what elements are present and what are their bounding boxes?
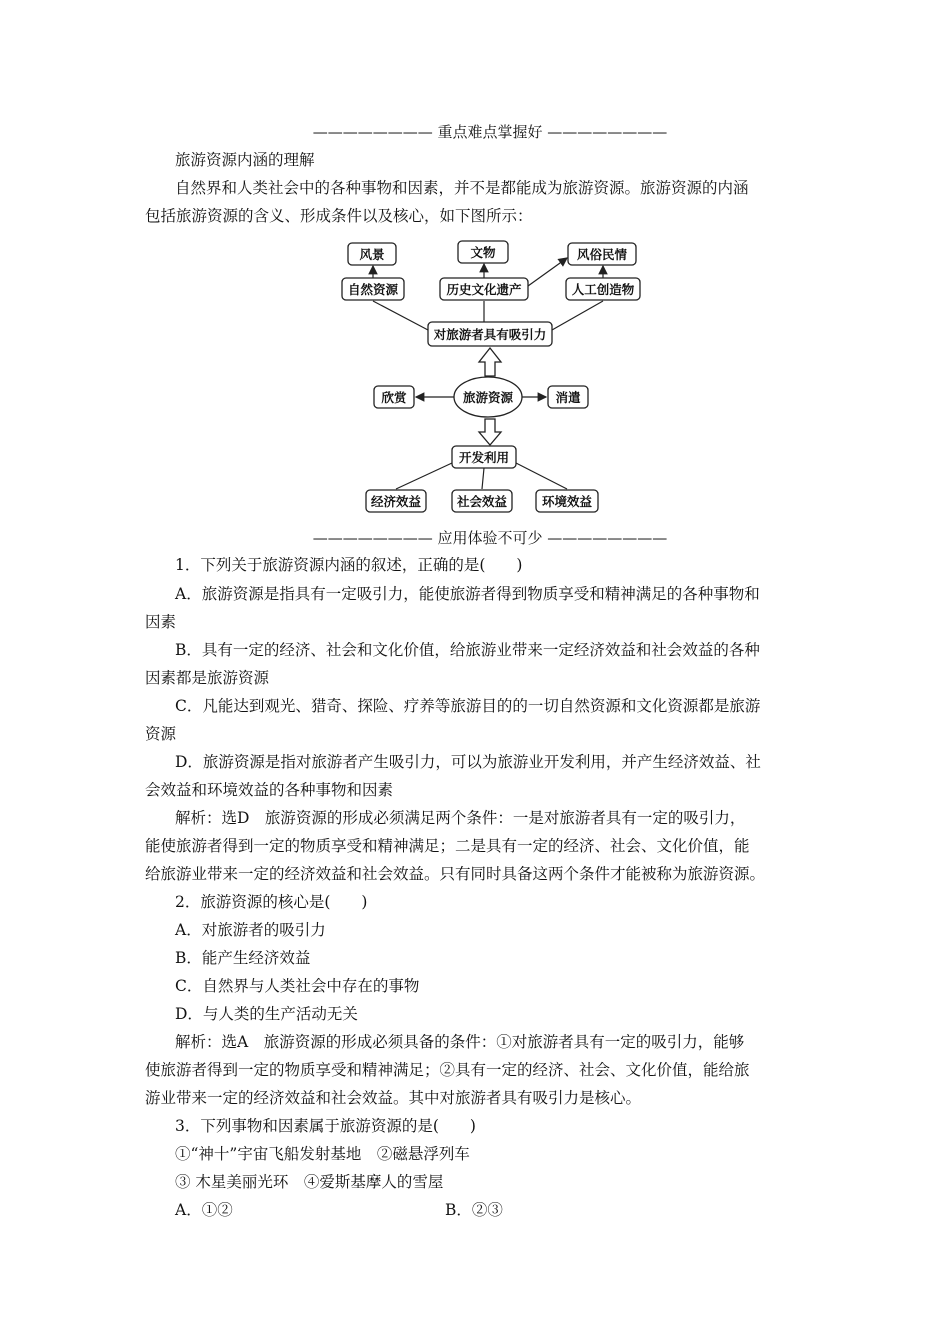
q1-option-b-cont: 因素都是旅游资源 [145,669,270,687]
q1-answer-1: 解析：选D 旅游资源的形成必须满足两个条件：一是对旅游者具有一定的吸引力， [175,809,746,827]
q2-option-c: C．自然界与人类社会中存在的事物 [175,977,420,995]
q3-option-a: A．①② [175,1201,233,1219]
q1-option-a-cont: 因素 [145,613,177,631]
topic-title: 旅游资源内涵的理解 [175,151,315,169]
section-heading-key-points: ———————— 重点难点掌握好 ———————— [312,123,668,141]
label-natural-resources: 自然资源 [347,282,399,297]
label-scenery: 风景 [359,247,385,262]
section-heading-practice: ———————— 应用体验不可少 ———————— [312,529,668,547]
q2-option-b: B．能产生经济效益 [175,949,311,967]
label-folk-customs: 风俗民情 [576,247,628,262]
label-man-made: 人工创造物 [571,282,635,297]
q1-answer-3: 给旅游业带来一定的经济效益和社会效益。只有同时具备这两个条件才能被称为旅游资源。 [145,865,766,883]
q1-stem: 1．下列关于旅游资源内涵的叙述，正确的是( ) [175,556,523,574]
q1-option-b: B．具有一定的经济、社会和文化价值，给旅游业带来一定经济效益和社会效益的各种 [175,641,760,659]
q1-option-d-cont: 会效益和环境效益的各种事物和因素 [145,781,394,799]
label-economic-benefit: 经济效益 [370,494,422,509]
tourism-resource-concept-diagram [330,238,650,518]
label-appreciation: 欣赏 [381,390,407,405]
q2-stem: 2．旅游资源的核心是( ) [175,893,368,911]
q3-items-1: ①“神十”宇宙飞船发射基地 ②磁悬浮列车 [175,1145,470,1163]
q3-options-row [175,1200,775,1220]
label-relics: 文物 [470,245,496,260]
label-attraction: 对旅游者具有吸引力 [433,327,547,342]
hollow-down-arrow [479,419,501,445]
q2-answer-2: 使旅游者得到一定的物质享受和精神满足；②具有一定的经济、社会、文化价值，能给旅 [145,1061,750,1079]
q2-option-a: A．对旅游者的吸引力 [175,921,326,939]
label-social-benefit: 社会效益 [456,494,508,509]
q1-option-a: A．旅游资源是指具有一定吸引力，能使旅游者得到物质享受和精神满足的各种事物和 [175,585,760,603]
intro-line-1: 自然界和人类社会中的各种事物和因素，并不是都能成为旅游资源。旅游资源的内涵 [175,179,749,197]
q2-answer-3: 游业带来一定的经济效益和社会效益。其中对旅游者具有吸引力是核心。 [145,1089,642,1107]
label-recreation: 消遣 [555,390,581,405]
label-development: 开发利用 [458,450,510,465]
q3-stem: 3．下列事物和因素属于旅游资源的是( ) [175,1117,476,1135]
q1-answer-2: 能使旅游者得到一定的物质享受和精神满足；二是具有一定的经济、社会、文化价值，能 [145,837,750,855]
q1-option-d: D．旅游资源是指对旅游者产生吸引力，可以为旅游业开发利用，并产生经济效益、社 [175,753,761,771]
label-tourism-resources: 旅游资源 [462,390,514,405]
intro-line-2: 包括旅游资源的含义、形成条件以及核心，如下图所示： [145,207,533,225]
q3-items-2: ③ 木星美丽光环 ④爱斯基摩人的雪屋 [175,1173,444,1191]
q2-answer-1: 解析：选A 旅游资源的形成必须具备的条件：①对旅游者具有一定的吸引力，能够 [175,1033,745,1051]
q3-option-b: B．②③ [445,1201,503,1219]
q1-option-c-cont: 资源 [145,725,177,743]
label-environmental-benefit: 环境效益 [541,494,593,509]
q1-option-c: C．凡能达到观光、猎奇、探险、疗养等旅游目的的一切自然资源和文化资源都是旅游 [175,697,761,715]
label-historical-heritage: 历史文化遗产 [446,282,522,297]
q2-option-d: D．与人类的生产活动无关 [175,1005,358,1023]
hollow-up-arrow [479,348,501,376]
